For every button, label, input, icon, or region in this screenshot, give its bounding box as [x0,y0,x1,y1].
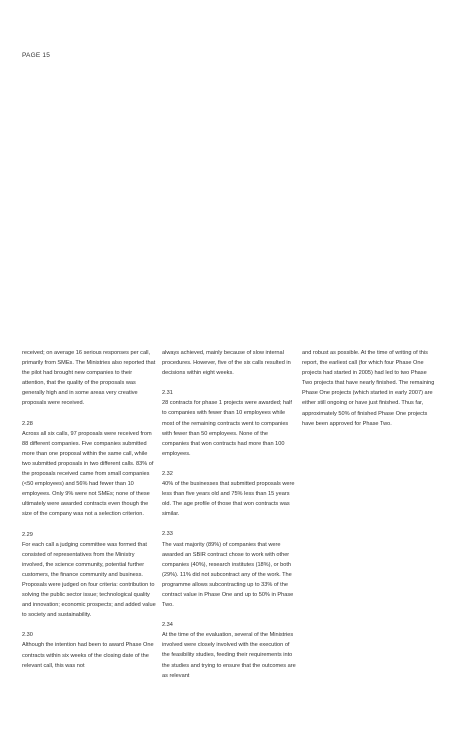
paragraph-2-28 [22,419,156,520]
paragraph-number: 2.34 [162,622,173,629]
paragraph-number: 2.32 [162,470,173,477]
paragraph [22,348,156,409]
paragraph-text: always achieved, mainly because of slow internal procedures. However, five of the six calls resulted in decisions within eight weeks. [162,350,291,377]
paragraph-2-30 [22,630,156,670]
text-column-3 [302,348,436,439]
text-column-1 [22,348,156,681]
text-column-2 [162,348,296,691]
paragraph-2-31 [162,388,296,459]
page-number-label: PAGE 15 [22,52,51,59]
paragraph-text: and robust as possible. At the time of writing of this report, the earliest call (for which four Phase One projects had started in 2005) had led to two Phase Two projects that have nearly finished. The remaining Phase One projects (which started in early 2007) are either still ongoing or have just finished. Thus far, approximately 50% of finished Phase One projects have been approved for Phase Two. [302,350,435,427]
paragraph-2-33 [162,529,296,610]
paragraph-text: 40% of the businesses that submitted proposals were less than five years old and 75% less than 15 years old. The age profile of those that won contracts was similar. [162,481,295,518]
paragraph-number: 2.33 [162,531,173,538]
paragraph-text: The vast majority (89%) of companies that were awarded an SBIR contract chose to work with other companies (40%), research institutes (18%), or both (29%). 11% did not subcontract any of the work. The programme allows subcontracting up to 33% of the contract value in Phase One and up to 50% in Phase Two. [162,541,294,609]
paragraph [162,348,296,378]
paragraph-2-34 [162,620,296,681]
paragraph-2-29 [22,530,156,621]
paragraph-text: 28 contracts for phase 1 projects were awarded; half to companies with fewer than 10 employees while most of the remaining contracts went to companies with fewer than 50 employees. None of the companies that won contracts had more than 100 employees. [162,400,292,457]
paragraph-number: 2.28 [22,420,33,427]
paragraph-2-32 [162,469,296,519]
text-columns [22,348,442,728]
paragraph-text: At the time of the evaluation, several of the Ministries involved were closely involved with the execution of the feasibility studies, feeding their requirements into the studies and trying to ensure that the outcomes are as relevant [162,632,296,679]
paragraph-number: 2.31 [162,390,173,397]
paragraph-number: 2.30 [22,632,33,639]
paragraph-text: Across all six calls, 97 proposals were received from 88 different companies. Five companies submitted more than one proposal within the same call, while two submitted proposals in two different calls. 83% of the proposals received came from small companies (<50 employees) and 56% had fewer than 10 employees. Only 9% were not SMEs; none of these ultimately were awarded contracts even though the size of the company was not a selection criterion. [22,430,154,518]
paragraph-text: For each call a judging committee was formed that consisted of representatives from the Ministry involved, the science community, potential further customers, the finance community and business. Proposals were judged on four criteria: contribution to solving the public sector issue; technological quality and innovation; economic prospects; and added value to society and sustainability. [22,541,156,619]
paragraph-text: Although the intention had been to award Phase One contracts within six weeks of the closing date of the relevant call, this was not [22,642,154,669]
paragraph-number: 2.29 [22,531,33,538]
paragraph-text: received; on average 16 serious responses per call, primarily from SMEs. The Ministries also reported that the pilot had brought new companies to their attention, that the quality of the proposals was generally high and in some areas very creative proposals were received. [22,350,156,407]
paragraph [302,348,436,429]
